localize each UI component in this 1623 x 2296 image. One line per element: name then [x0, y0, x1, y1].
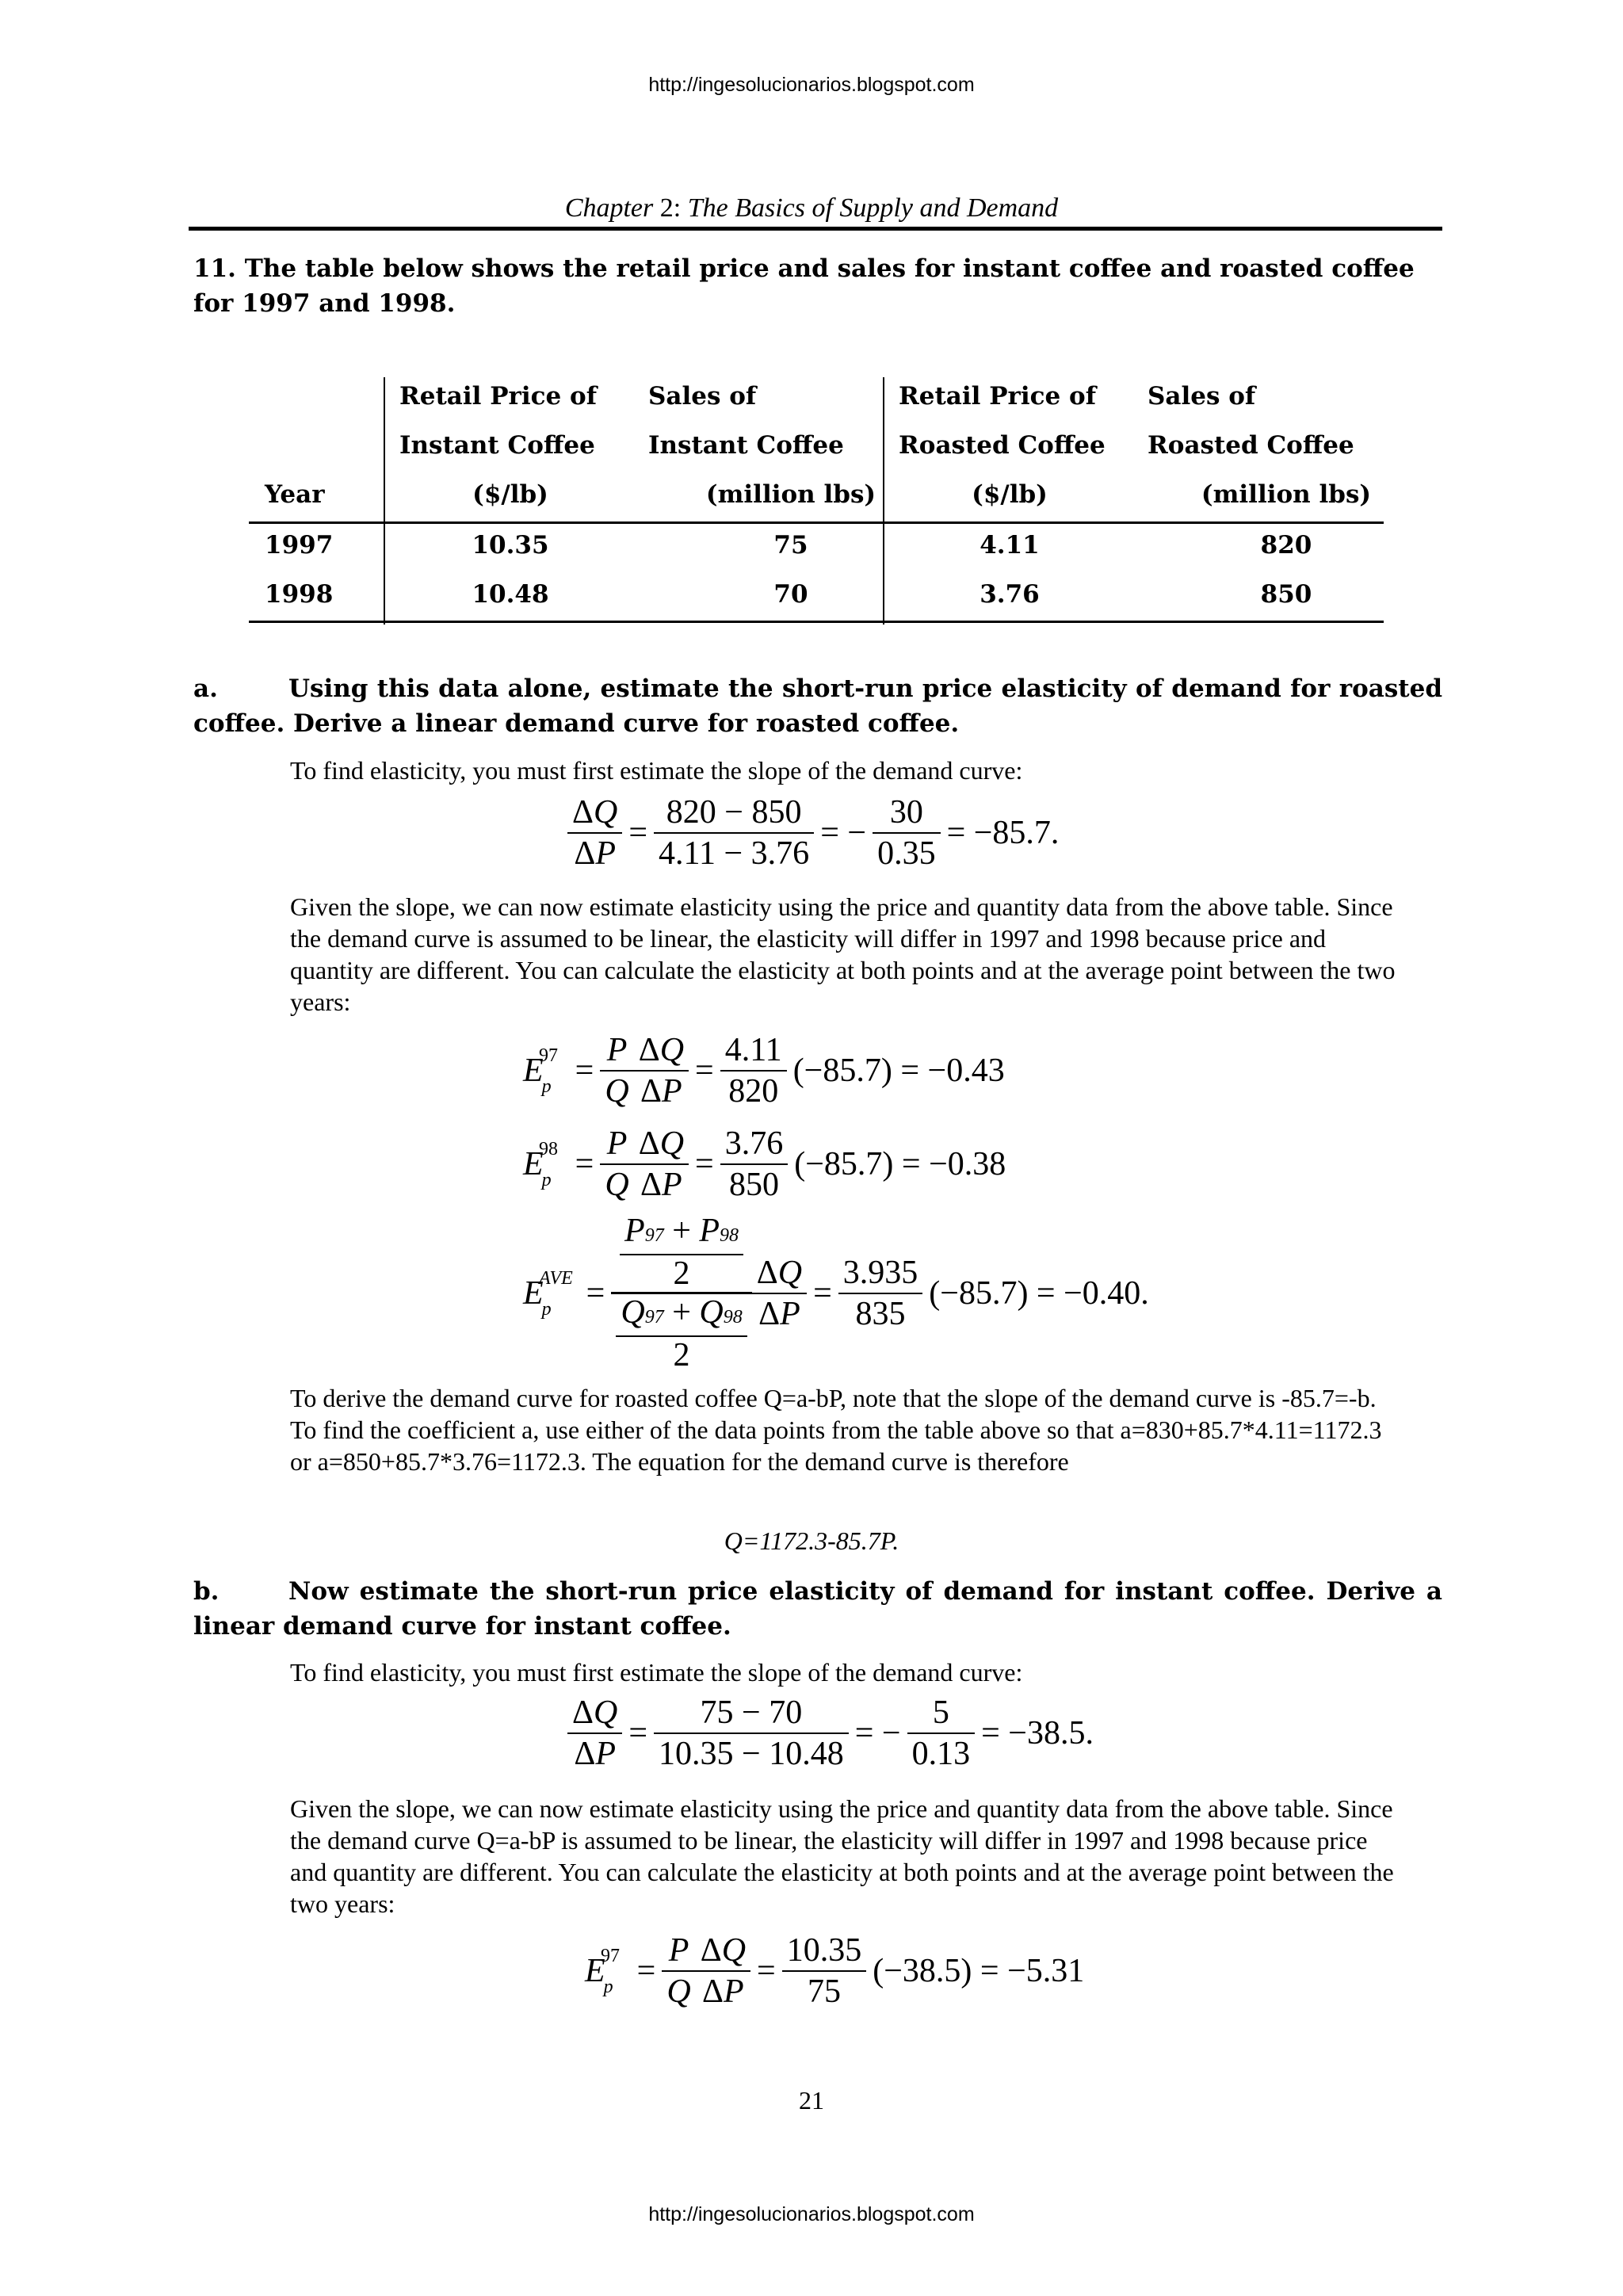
part-a-paragraph-2: To derive the demand curve for roasted coffee Q=a-bP, note that the slope of the demand curve is -85.7=-b. To find the coefficient a, use either of the data points from the table above so that a=830+85.7*4.11=1172.3 or a=850+85.7*3.76=1172.3. The equation for the demand curve is therefore [290, 1384, 1382, 1476]
page-number: 21 [799, 2086, 824, 2115]
th-r2-c2: Instant Coffee [648, 431, 844, 460]
table-bottom-rule [249, 621, 1384, 623]
part-a-slope-equation: $\frac{\Delta Q}{\Delta P}$ = $\frac{820 - 850}{4.11 - 3.76}$ = − $\frac{30}{0.35}$ = −85.7. [567, 793, 1065, 873]
table-row-1997-instant-price: 10.35 [472, 531, 549, 560]
table-row-1998-roasted-sales: 850 [1260, 580, 1312, 609]
th-r1-c3: Retail Price of [899, 382, 1097, 411]
table-row-1998-year: 1998 [265, 580, 334, 609]
th-r1-c2: Sales of [648, 382, 757, 411]
th-r1-c4: Sales of [1148, 382, 1256, 411]
th-r2-c4: Roasted Coffee [1148, 431, 1354, 460]
part-b-question: b. Now estimate the short-run price elasticity of demand for instant coffee. Derive a linear demand curve for instant coffee. [193, 1577, 1442, 1641]
question-11: 11. The table below shows the retail price and sales for instant coffee and roasted coffee for 1997 and 1998. [193, 254, 1415, 318]
table-row-1998-instant-sales: 70 [773, 580, 808, 609]
th-r3-c2: (million lbs) [705, 480, 876, 509]
part-a-eave-equation: E AVE $_p$ = $\frac{\frac{P97 + P98}{2}}{\frac{Q97 + Q98}{2}}$ $\frac{\Delta Q}{\Delta P}$ = $\frac{3.935}{835}$ (−85.7) = −0.40. [523, 1213, 1149, 1373]
table-row-1997-year: 1997 [265, 531, 334, 560]
th-r3-c3: ($/lb) [972, 480, 1048, 509]
part-a-e98-equation: E 98 $_p$ = $\frac{P}{Q}$ $\frac{\Delta Q}{\Delta P}$ = $\frac{3.76}{850}$ (−85.7) = −0.38 [523, 1125, 1006, 1203]
th-r3-c1: ($/lb) [472, 480, 548, 509]
th-r3-c4: (million lbs) [1201, 480, 1372, 509]
part-b-slope-equation: $\frac{\Delta Q}{\Delta P}$ = $\frac{75 - 70}{10.35 - 10.48}$ = − $\frac{5}{0.13}$ = −38.5. [567, 1693, 1100, 1774]
th-r2-c3: Roasted Coffee [899, 431, 1106, 460]
part-a-e97-equation: E 97 $_p$ = $\frac{P}{Q}$ $\frac{\Delta Q}{\Delta P}$ = $\frac{4.11}{820}$ (−85.7) = −0.43 [523, 1032, 1005, 1110]
table-header-rule [249, 521, 1384, 524]
table-row-1997-roasted-price: 4.11 [980, 531, 1040, 560]
table-row-1997-roasted-sales: 820 [1260, 531, 1312, 560]
part-b-intro: To find elasticity, you must first estimate the slope of the demand curve: [290, 1658, 1023, 1687]
part-a-intro: To find elasticity, you must first estimate the slope of the demand curve: [290, 756, 1023, 785]
part-b-e97-equation: E 97 $_p$ = $\frac{P}{Q}$ $\frac{\Delta Q}{\Delta P}$ = $\frac{10.35}{75}$ (−38.5) = −5.31 [585, 1932, 1085, 2010]
part-a-demand-equation: Q=1172.3-85.7P. [724, 1526, 899, 1555]
table-row-1997-instant-sales: 75 [773, 531, 808, 560]
th-r1-c1: Retail Price of [399, 382, 598, 411]
top-url: http://ingesolucionarios.blogspot.com [648, 74, 975, 96]
table-row-1998-roasted-price: 3.76 [980, 580, 1040, 609]
th-r2-c1: Instant Coffee [399, 431, 595, 460]
part-a-paragraph-1: Given the slope, we can now estimate elasticity using the price and quantity data from the above table. Since the demand curve is assumed to be linear, the elasticity will differ in 1997 and 1998 because price and quantity are different. You can calculate the elasticity at both points and at the average point between the two years: [290, 892, 1396, 1016]
table-row-1998-instant-price: 10.48 [472, 580, 549, 609]
coffee-data-table [249, 366, 1384, 625]
part-a-question: a. Using this data alone, estimate the short-run price elasticity of demand for roasted coffee. Derive a linear demand curve for roasted coffee. [193, 674, 1442, 738]
th-year: Year [265, 480, 325, 509]
header-rule [189, 227, 1442, 231]
running-head: Chapter 2: The Basics of Supply and Demand [564, 193, 1059, 223]
bottom-url: http://ingesolucionarios.blogspot.com [648, 2203, 975, 2225]
part-b-paragraph-1: Given the slope, we can now estimate elasticity using the price and quantity data from the above table. Since the demand curve Q=a-bP is assumed to be linear, the elasticity will differ in 1997 and 1998 because price and quantity are different. You can calculate the elasticity at both points and at the average point between the two years: [290, 1794, 1394, 1918]
